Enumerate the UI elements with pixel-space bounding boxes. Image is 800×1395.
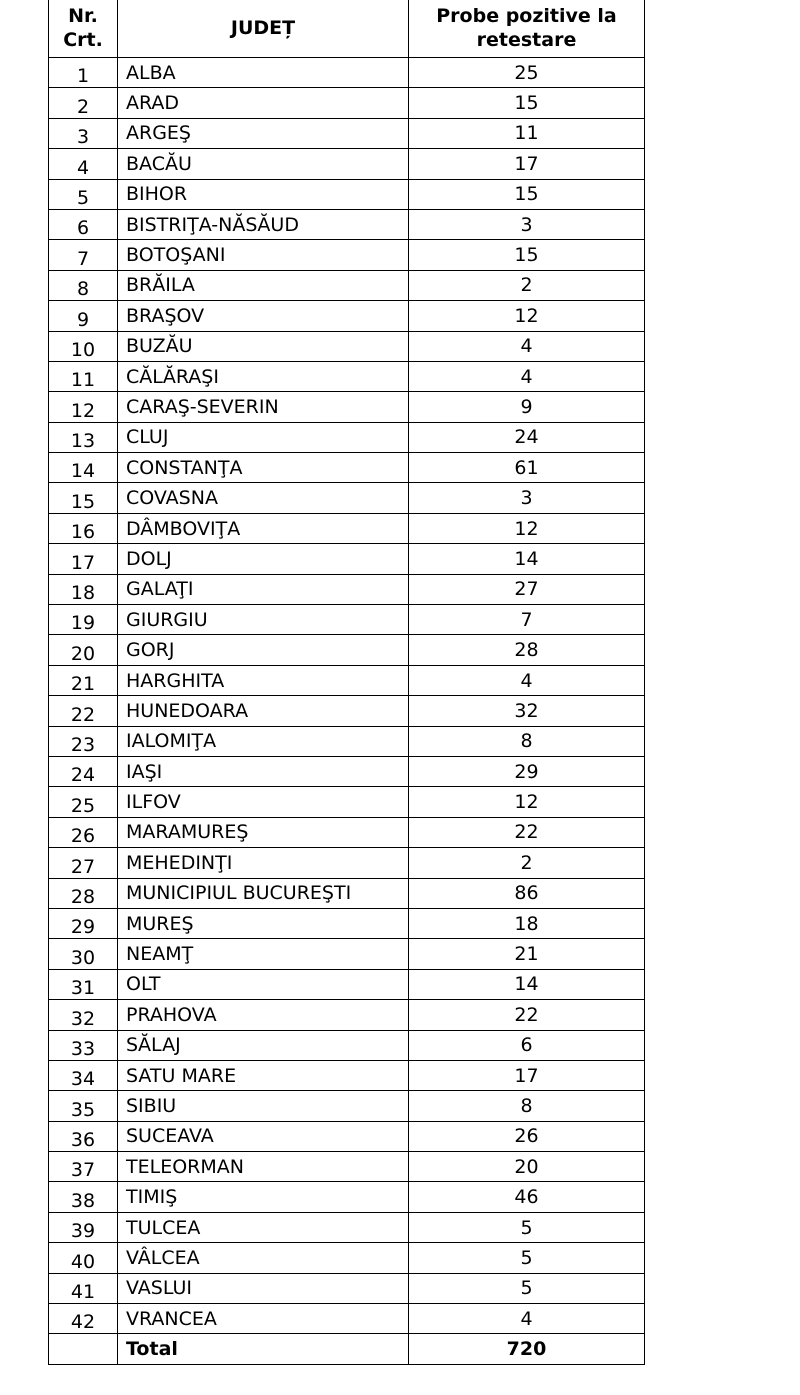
row-number: 23	[49, 726, 118, 756]
county-name: BISTRIŢA-NĂSĂUD	[118, 209, 409, 239]
row-number: 29	[49, 908, 118, 938]
row-number: 20	[49, 635, 118, 665]
county-name: CĂLĂRAŞI	[118, 361, 409, 391]
positive-count: 12	[409, 787, 645, 817]
positive-count: 24	[409, 422, 645, 452]
county-name: HUNEDOARA	[118, 696, 409, 726]
county-name: TELEORMAN	[118, 1152, 409, 1182]
county-name: CONSTANŢA	[118, 453, 409, 483]
positive-count: 6	[409, 1030, 645, 1060]
positive-count: 4	[409, 361, 645, 391]
positive-count: 8	[409, 726, 645, 756]
row-number: 25	[49, 787, 118, 817]
positives-table	[48, 0, 645, 1365]
table-row	[49, 1304, 645, 1334]
table-row	[49, 453, 645, 483]
positive-count: 11	[409, 118, 645, 148]
county-name: HARGHITA	[118, 665, 409, 695]
positive-count: 3	[409, 483, 645, 513]
table-row	[49, 270, 645, 300]
county-name: BACĂU	[118, 149, 409, 179]
table-row	[49, 58, 645, 88]
header-county: JUDEȚ	[118, 0, 409, 58]
county-name: MARAMUREŞ	[118, 817, 409, 847]
table-row	[49, 574, 645, 604]
row-number: 14	[49, 453, 118, 483]
table-row	[49, 726, 645, 756]
row-number: 32	[49, 1000, 118, 1030]
table-row	[49, 1273, 645, 1303]
row-number: 8	[49, 270, 118, 300]
row-number: 37	[49, 1152, 118, 1182]
county-name: CARAŞ-SEVERIN	[118, 392, 409, 422]
header-nr-line1: Nr.	[68, 5, 98, 27]
positive-count: 4	[409, 1304, 645, 1334]
row-number: 33	[49, 1030, 118, 1060]
positive-count: 4	[409, 331, 645, 361]
row-number: 6	[49, 209, 118, 239]
table-body	[49, 58, 645, 1365]
county-name: MUNICIPIUL BUCUREŞTI	[118, 878, 409, 908]
county-name: BUZĂU	[118, 331, 409, 361]
row-number: 34	[49, 1060, 118, 1090]
row-number: 39	[49, 1212, 118, 1242]
county-name: DÂMBOVIŢA	[118, 513, 409, 543]
row-number: 1	[49, 58, 118, 88]
positive-count: 22	[409, 1000, 645, 1030]
table-row	[49, 483, 645, 513]
row-number: 5	[49, 179, 118, 209]
county-name: VÂLCEA	[118, 1243, 409, 1273]
table-row	[49, 361, 645, 391]
row-number: 35	[49, 1091, 118, 1121]
table-row	[49, 513, 645, 543]
table-row	[49, 88, 645, 118]
table-row	[49, 149, 645, 179]
header-positives	[409, 0, 645, 58]
positive-count: 20	[409, 1152, 645, 1182]
positive-count: 8	[409, 1091, 645, 1121]
county-name: OLT	[118, 969, 409, 999]
row-number: 9	[49, 301, 118, 331]
header-nr	[49, 0, 118, 58]
county-name: GALAŢI	[118, 574, 409, 604]
table-row	[49, 118, 645, 148]
table-row	[49, 939, 645, 969]
table-row	[49, 240, 645, 270]
row-number: 18	[49, 574, 118, 604]
total-value: 720	[409, 1334, 645, 1364]
table-row	[49, 878, 645, 908]
table-row	[49, 331, 645, 361]
table-row	[49, 969, 645, 999]
row-number: 22	[49, 696, 118, 726]
row-number: 4	[49, 149, 118, 179]
row-number: 10	[49, 331, 118, 361]
county-name: ALBA	[118, 58, 409, 88]
county-name: SĂLAJ	[118, 1030, 409, 1060]
positive-count: 29	[409, 756, 645, 786]
table-row	[49, 787, 645, 817]
row-number: 40	[49, 1243, 118, 1273]
table-row	[49, 1060, 645, 1090]
county-name: BOTOŞANI	[118, 240, 409, 270]
county-name: DOLJ	[118, 544, 409, 574]
positive-count: 5	[409, 1273, 645, 1303]
table-row	[49, 1182, 645, 1212]
table-row	[49, 1243, 645, 1273]
positive-count: 46	[409, 1182, 645, 1212]
table-row	[49, 605, 645, 635]
row-number: 31	[49, 969, 118, 999]
county-name: GORJ	[118, 635, 409, 665]
positive-count: 61	[409, 453, 645, 483]
row-number: 2	[49, 88, 118, 118]
positive-count: 25	[409, 58, 645, 88]
positive-count: 26	[409, 1121, 645, 1151]
positive-count: 86	[409, 878, 645, 908]
positive-count: 15	[409, 179, 645, 209]
table-row	[49, 908, 645, 938]
positive-count: 28	[409, 635, 645, 665]
positive-count: 17	[409, 1060, 645, 1090]
table-row	[49, 1030, 645, 1060]
positive-count: 4	[409, 665, 645, 695]
county-name: CLUJ	[118, 422, 409, 452]
table-row	[49, 544, 645, 574]
positive-count: 22	[409, 817, 645, 847]
positive-count: 14	[409, 544, 645, 574]
row-number: 30	[49, 939, 118, 969]
table-header-row	[49, 0, 645, 58]
row-number: 11	[49, 361, 118, 391]
row-number: 28	[49, 878, 118, 908]
table-row	[49, 635, 645, 665]
header-positives-line2: retestare	[476, 29, 577, 51]
header-positives-line1: Probe pozitive la	[436, 5, 617, 27]
county-name: BRĂILA	[118, 270, 409, 300]
total-label: Total	[118, 1334, 409, 1364]
positive-count: 5	[409, 1212, 645, 1242]
positive-count: 3	[409, 209, 645, 239]
table-row	[49, 1121, 645, 1151]
county-name: ARAD	[118, 88, 409, 118]
county-name: SATU MARE	[118, 1060, 409, 1090]
county-name: TULCEA	[118, 1212, 409, 1242]
row-number: 27	[49, 848, 118, 878]
row-number: 21	[49, 665, 118, 695]
county-name: TIMIŞ	[118, 1182, 409, 1212]
county-name: IALOMIŢA	[118, 726, 409, 756]
table-row	[49, 1152, 645, 1182]
positive-count: 17	[409, 149, 645, 179]
row-number: 24	[49, 756, 118, 786]
table-row	[49, 209, 645, 239]
county-name: VRANCEA	[118, 1304, 409, 1334]
row-number: 13	[49, 422, 118, 452]
table-row	[49, 422, 645, 452]
county-name: IAŞI	[118, 756, 409, 786]
county-name: BIHOR	[118, 179, 409, 209]
positive-count: 15	[409, 88, 645, 118]
county-name: ARGEŞ	[118, 118, 409, 148]
row-number: 17	[49, 544, 118, 574]
table-row	[49, 179, 645, 209]
positive-count: 2	[409, 270, 645, 300]
county-name: MEHEDINŢI	[118, 848, 409, 878]
positive-count: 12	[409, 513, 645, 543]
table-row	[49, 817, 645, 847]
positive-count: 18	[409, 908, 645, 938]
county-name: GIURGIU	[118, 605, 409, 635]
row-number: 3	[49, 118, 118, 148]
positive-count: 15	[409, 240, 645, 270]
table-row	[49, 848, 645, 878]
row-number: 26	[49, 817, 118, 847]
table-row	[49, 392, 645, 422]
positive-count: 21	[409, 939, 645, 969]
county-name: NEAMŢ	[118, 939, 409, 969]
row-number: 15	[49, 483, 118, 513]
header-nr-line2: Crt.	[63, 29, 103, 51]
row-number: 7	[49, 240, 118, 270]
county-name: MUREŞ	[118, 908, 409, 938]
row-number: 16	[49, 513, 118, 543]
county-name: SIBIU	[118, 1091, 409, 1121]
table-row	[49, 756, 645, 786]
table-row	[49, 301, 645, 331]
row-number: 19	[49, 605, 118, 635]
table-row	[49, 1212, 645, 1242]
positive-count: 14	[409, 969, 645, 999]
positive-count: 9	[409, 392, 645, 422]
row-number: 42	[49, 1304, 118, 1334]
positive-count: 27	[409, 574, 645, 604]
positive-count: 7	[409, 605, 645, 635]
table-row	[49, 1000, 645, 1030]
row-number: 41	[49, 1273, 118, 1303]
positive-count: 12	[409, 301, 645, 331]
table-row	[49, 665, 645, 695]
positive-count: 2	[409, 848, 645, 878]
county-name: SUCEAVA	[118, 1121, 409, 1151]
positive-count: 5	[409, 1243, 645, 1273]
table-row	[49, 1091, 645, 1121]
table-row	[49, 696, 645, 726]
county-name: PRAHOVA	[118, 1000, 409, 1030]
total-nr	[49, 1334, 118, 1364]
county-name: COVASNA	[118, 483, 409, 513]
row-number: 12	[49, 392, 118, 422]
row-number: 36	[49, 1121, 118, 1151]
row-number: 38	[49, 1182, 118, 1212]
county-name: BRAŞOV	[118, 301, 409, 331]
county-name: VASLUI	[118, 1273, 409, 1303]
total-row	[49, 1334, 645, 1364]
positive-count: 32	[409, 696, 645, 726]
county-name: ILFOV	[118, 787, 409, 817]
